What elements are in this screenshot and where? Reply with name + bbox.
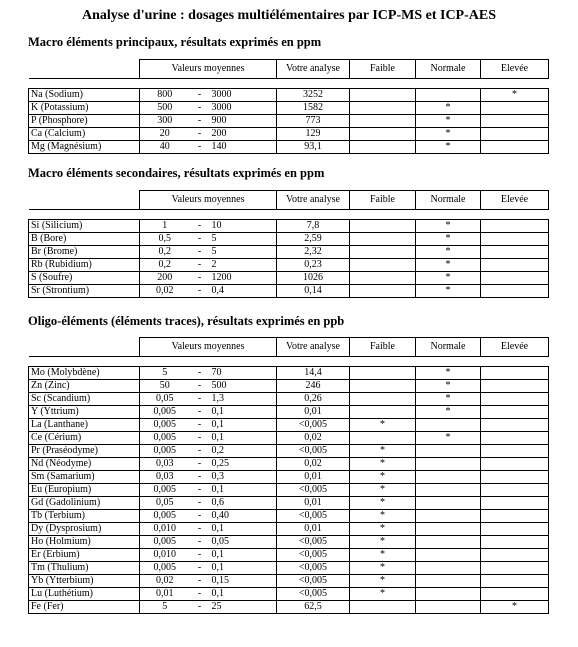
range-low: 500 (140, 102, 190, 115)
range-high: 70 (210, 367, 277, 380)
range-high: 0,1 (210, 588, 277, 601)
low-mark (350, 601, 416, 614)
range-dash: - (190, 445, 210, 458)
range-low: 0,005 (140, 510, 190, 523)
range-dash: - (190, 89, 210, 102)
low-mark (350, 406, 416, 419)
range-low: 0,005 (140, 445, 190, 458)
range-dash: - (190, 220, 210, 233)
range-high: 0,1 (210, 406, 277, 419)
element-name: Sr (Strontium) (29, 285, 140, 298)
element-name: Rb (Rubidium) (29, 259, 140, 272)
table-row (29, 523, 549, 536)
low-mark (350, 272, 416, 285)
element-name: Yb (Ytterbium) (29, 575, 140, 588)
range-dash: - (190, 233, 210, 246)
range-high: 0,1 (210, 484, 277, 497)
normal-mark: * (416, 393, 481, 406)
header-result: Votre analyse (277, 191, 350, 210)
table-row (29, 102, 549, 115)
range-dash: - (190, 285, 210, 298)
header-normal: Normale (416, 60, 481, 79)
range-low: 0,02 (140, 285, 190, 298)
normal-mark (416, 497, 481, 510)
element-name: Br (Brome) (29, 246, 140, 259)
range-dash: - (190, 393, 210, 406)
element-name: Lu (Luthétium) (29, 588, 140, 601)
range-high: 0,05 (210, 536, 277, 549)
range-high: 0,1 (210, 549, 277, 562)
low-mark: * (350, 536, 416, 549)
high-mark (481, 497, 549, 510)
range-high: 1200 (210, 272, 277, 285)
low-mark (350, 89, 416, 102)
normal-mark: * (416, 141, 481, 154)
range-low: 0,005 (140, 562, 190, 575)
normal-mark (416, 445, 481, 458)
result-value: 0,01 (277, 406, 350, 419)
range-dash: - (190, 497, 210, 510)
result-value: <0,005 (277, 562, 350, 575)
result-value: 2,59 (277, 233, 350, 246)
header-low: Faible (350, 191, 416, 210)
range-dash: - (190, 102, 210, 115)
range-high: 1,3 (210, 393, 277, 406)
result-value: 2,32 (277, 246, 350, 259)
low-mark (350, 102, 416, 115)
high-mark (481, 380, 549, 393)
range-low: 200 (140, 272, 190, 285)
table-row (29, 562, 549, 575)
normal-mark (416, 484, 481, 497)
normal-mark: * (416, 246, 481, 259)
table-row (29, 141, 549, 154)
high-mark (481, 367, 549, 380)
range-high: 2 (210, 259, 277, 272)
range-low: 0,02 (140, 575, 190, 588)
range-high: 0,25 (210, 458, 277, 471)
range-high: 500 (210, 380, 277, 393)
range-low: 0,03 (140, 458, 190, 471)
result-value: <0,005 (277, 536, 350, 549)
range-low: 0,005 (140, 536, 190, 549)
result-value: 0,01 (277, 497, 350, 510)
element-name: Eu (Europium) (29, 484, 140, 497)
header-result: Votre analyse (277, 60, 350, 79)
result-value: 0,02 (277, 458, 350, 471)
low-mark: * (350, 471, 416, 484)
range-high: 0,40 (210, 510, 277, 523)
header-high: Elevée (481, 191, 549, 210)
section-heading-macro-secondaires: Macro éléments secondaires, résultats exprimés en ppm (28, 166, 325, 180)
normal-mark: * (416, 233, 481, 246)
range-high: 10 (210, 220, 277, 233)
range-low: 50 (140, 380, 190, 393)
element-name: Er (Erbium) (29, 549, 140, 562)
normal-mark (416, 510, 481, 523)
header-low: Faible (350, 60, 416, 79)
header-blank (29, 191, 140, 210)
low-mark (350, 220, 416, 233)
range-dash: - (190, 523, 210, 536)
element-name: Tb (Terbium) (29, 510, 140, 523)
range-dash: - (190, 259, 210, 272)
range-low: 0,005 (140, 406, 190, 419)
element-name: Sm (Samarium) (29, 471, 140, 484)
element-name: Mo (Molybdène) (29, 367, 140, 380)
high-mark (481, 419, 549, 432)
result-value: <0,005 (277, 445, 350, 458)
high-mark (481, 102, 549, 115)
header-low: Faible (350, 338, 416, 357)
result-value: <0,005 (277, 419, 350, 432)
table-row (29, 393, 549, 406)
table-row (29, 497, 549, 510)
high-mark (481, 259, 549, 272)
normal-mark: * (416, 259, 481, 272)
element-name: La (Lanthane) (29, 419, 140, 432)
high-mark (481, 484, 549, 497)
result-value: 0,26 (277, 393, 350, 406)
range-high: 0,1 (210, 562, 277, 575)
high-mark (481, 510, 549, 523)
result-value: 0,02 (277, 432, 350, 445)
range-high: 0,4 (210, 285, 277, 298)
range-low: 0,01 (140, 588, 190, 601)
range-dash: - (190, 510, 210, 523)
high-mark (481, 115, 549, 128)
low-mark (350, 115, 416, 128)
range-low: 0,5 (140, 233, 190, 246)
normal-mark (416, 536, 481, 549)
table-row (29, 233, 549, 246)
element-name: Na (Sodium) (29, 89, 140, 102)
low-mark (350, 128, 416, 141)
range-high: 140 (210, 141, 277, 154)
range-high: 5 (210, 246, 277, 259)
range-dash: - (190, 115, 210, 128)
normal-mark: * (416, 406, 481, 419)
low-mark (350, 141, 416, 154)
element-name: Ca (Calcium) (29, 128, 140, 141)
table-row (29, 272, 549, 285)
element-name: Tm (Thulium) (29, 562, 140, 575)
range-high: 0,1 (210, 419, 277, 432)
range-low: 800 (140, 89, 190, 102)
range-low: 0,05 (140, 497, 190, 510)
table-row (29, 432, 549, 445)
table-row (29, 419, 549, 432)
high-mark (481, 445, 549, 458)
normal-mark (416, 562, 481, 575)
table-row (29, 471, 549, 484)
high-mark (481, 588, 549, 601)
low-mark: * (350, 588, 416, 601)
element-name: S (Soufre) (29, 272, 140, 285)
high-mark (481, 458, 549, 471)
element-name: Y (Yttrium) (29, 406, 140, 419)
low-mark (350, 380, 416, 393)
normal-mark (416, 575, 481, 588)
range-dash: - (190, 588, 210, 601)
high-mark (481, 233, 549, 246)
normal-mark (416, 523, 481, 536)
table-row (29, 575, 549, 588)
range-dash: - (190, 419, 210, 432)
low-mark (350, 233, 416, 246)
high-mark (481, 575, 549, 588)
high-mark (481, 549, 549, 562)
range-dash: - (190, 484, 210, 497)
result-value: 0,01 (277, 471, 350, 484)
range-dash: - (190, 549, 210, 562)
result-value: 62,5 (277, 601, 350, 614)
range-high: 0,6 (210, 497, 277, 510)
range-dash: - (190, 406, 210, 419)
document-title: Analyse d'urine : dosages multiélémentaires par ICP-MS et ICP-AES (81, 8, 497, 23)
range-dash: - (190, 562, 210, 575)
normal-mark: * (416, 128, 481, 141)
range-dash: - (190, 367, 210, 380)
table-row (29, 259, 549, 272)
header-normal: Normale (416, 191, 481, 210)
table-row (29, 89, 549, 102)
element-name: Zn (Zinc) (29, 380, 140, 393)
result-value: 7,8 (277, 220, 350, 233)
table-row (29, 588, 549, 601)
table-row (29, 458, 549, 471)
result-value: <0,005 (277, 575, 350, 588)
range-low: 0,05 (140, 393, 190, 406)
result-value: <0,005 (277, 549, 350, 562)
header-ranges: Valeurs moyennes (140, 338, 277, 357)
high-mark (481, 128, 549, 141)
result-value: <0,005 (277, 484, 350, 497)
element-name: Dy (Dysprosium) (29, 523, 140, 536)
normal-mark: * (416, 272, 481, 285)
header-ranges: Valeurs moyennes (140, 60, 277, 79)
table-row (29, 536, 549, 549)
table-row (29, 128, 549, 141)
high-mark (481, 220, 549, 233)
header-high: Elevée (481, 60, 549, 79)
range-dash: - (190, 536, 210, 549)
table-row (29, 367, 549, 380)
range-dash: - (190, 575, 210, 588)
result-value: 1582 (277, 102, 350, 115)
range-low: 0,010 (140, 523, 190, 536)
result-value: 0,01 (277, 523, 350, 536)
range-low: 0,2 (140, 246, 190, 259)
range-dash: - (190, 601, 210, 614)
range-low: 5 (140, 367, 190, 380)
range-high: 25 (210, 601, 277, 614)
range-high: 200 (210, 128, 277, 141)
high-mark (481, 562, 549, 575)
range-dash: - (190, 380, 210, 393)
element-name: Nd (Néodyme) (29, 458, 140, 471)
result-value: 93,1 (277, 141, 350, 154)
range-low: 0,005 (140, 484, 190, 497)
normal-mark (416, 471, 481, 484)
low-mark (350, 393, 416, 406)
table-row (29, 510, 549, 523)
element-name: Si (Silicium) (29, 220, 140, 233)
low-mark: * (350, 497, 416, 510)
range-dash: - (190, 246, 210, 259)
high-mark (481, 471, 549, 484)
range-high: 0,3 (210, 471, 277, 484)
range-dash: - (190, 432, 210, 445)
element-name: Fe (Fer) (29, 601, 140, 614)
normal-mark: * (416, 102, 481, 115)
range-high: 3000 (210, 89, 277, 102)
normal-mark (416, 601, 481, 614)
range-high: 3000 (210, 102, 277, 115)
low-mark: * (350, 523, 416, 536)
range-low: 40 (140, 141, 190, 154)
table-row (29, 549, 549, 562)
element-name: Ce (Cérium) (29, 432, 140, 445)
result-value: <0,005 (277, 510, 350, 523)
range-low: 300 (140, 115, 190, 128)
normal-mark: * (416, 367, 481, 380)
normal-mark (416, 89, 481, 102)
normal-mark: * (416, 432, 481, 445)
result-value: 1026 (277, 272, 350, 285)
result-value: 0,14 (277, 285, 350, 298)
table-row (29, 380, 549, 393)
range-high: 0,2 (210, 445, 277, 458)
low-mark: * (350, 445, 416, 458)
element-name: Pr (Praséodyme) (29, 445, 140, 458)
low-mark (350, 367, 416, 380)
range-low: 0,010 (140, 549, 190, 562)
range-low: 0,03 (140, 471, 190, 484)
low-mark (350, 246, 416, 259)
element-name: Mg (Magnésium) (29, 141, 140, 154)
high-mark (481, 432, 549, 445)
range-high: 0,1 (210, 523, 277, 536)
range-low: 1 (140, 220, 190, 233)
low-mark: * (350, 419, 416, 432)
normal-mark: * (416, 380, 481, 393)
normal-mark: * (416, 115, 481, 128)
range-high: 0,1 (210, 432, 277, 445)
result-value: 0,23 (277, 259, 350, 272)
low-mark (350, 432, 416, 445)
header-result: Votre analyse (277, 338, 350, 357)
low-mark: * (350, 484, 416, 497)
range-high: 5 (210, 233, 277, 246)
element-name: B (Bore) (29, 233, 140, 246)
normal-mark (416, 549, 481, 562)
element-name: K (Potassium) (29, 102, 140, 115)
range-low: 0,005 (140, 419, 190, 432)
range-high: 0,15 (210, 575, 277, 588)
low-mark (350, 285, 416, 298)
range-low: 5 (140, 601, 190, 614)
high-mark: * (481, 601, 549, 614)
header-normal: Normale (416, 338, 481, 357)
high-mark (481, 536, 549, 549)
result-value: 129 (277, 128, 350, 141)
table-row (29, 445, 549, 458)
header-ranges: Valeurs moyennes (140, 191, 277, 210)
normal-mark: * (416, 285, 481, 298)
high-mark (481, 393, 549, 406)
result-value: 3252 (277, 89, 350, 102)
low-mark: * (350, 562, 416, 575)
high-mark (481, 523, 549, 536)
table-macro-principaux (28, 59, 549, 154)
range-low: 0,005 (140, 432, 190, 445)
high-mark (481, 406, 549, 419)
normal-mark (416, 588, 481, 601)
normal-mark (416, 458, 481, 471)
table-row (29, 484, 549, 497)
result-value: <0,005 (277, 588, 350, 601)
element-name: P (Phosphore) (29, 115, 140, 128)
table-row (29, 115, 549, 128)
low-mark: * (350, 510, 416, 523)
table-macro-secondaires (28, 190, 549, 298)
range-high: 900 (210, 115, 277, 128)
table-row (29, 220, 549, 233)
normal-mark (416, 419, 481, 432)
header-blank (29, 60, 140, 79)
high-mark (481, 285, 549, 298)
section-heading-oligo-elements: Oligo-éléments (éléments traces), résultats exprimés en ppb (28, 314, 345, 328)
table-oligo-elements (28, 337, 549, 614)
range-low: 0,2 (140, 259, 190, 272)
low-mark: * (350, 549, 416, 562)
element-name: Gd (Gadolinium) (29, 497, 140, 510)
table-row (29, 406, 549, 419)
high-mark: * (481, 89, 549, 102)
low-mark (350, 259, 416, 272)
header-blank (29, 338, 140, 357)
range-dash: - (190, 128, 210, 141)
range-low: 20 (140, 128, 190, 141)
result-value: 14,4 (277, 367, 350, 380)
result-value: 246 (277, 380, 350, 393)
table-row (29, 601, 549, 614)
low-mark: * (350, 575, 416, 588)
range-dash: - (190, 272, 210, 285)
table-row (29, 285, 549, 298)
element-name: Ho (Holmium) (29, 536, 140, 549)
low-mark: * (350, 458, 416, 471)
header-high: Elevée (481, 338, 549, 357)
range-dash: - (190, 141, 210, 154)
result-value: 773 (277, 115, 350, 128)
high-mark (481, 246, 549, 259)
section-heading-macro-principaux: Macro éléments principaux, résultats exprimés en ppm (28, 35, 322, 49)
high-mark (481, 141, 549, 154)
range-dash: - (190, 458, 210, 471)
normal-mark: * (416, 220, 481, 233)
table-row (29, 246, 549, 259)
high-mark (481, 272, 549, 285)
range-dash: - (190, 471, 210, 484)
element-name: Sc (Scandium) (29, 393, 140, 406)
